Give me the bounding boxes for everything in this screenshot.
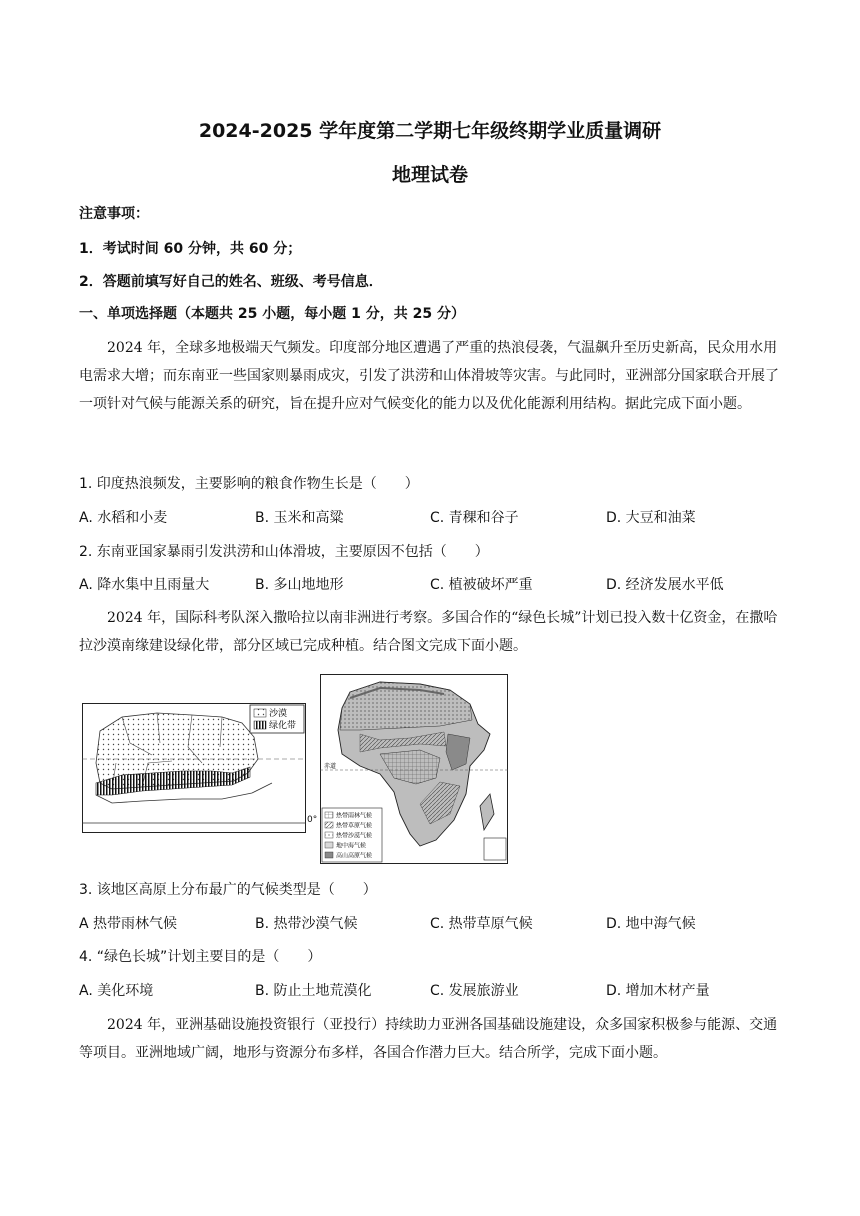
q1-option-d[interactable]: D. 大豆和油菜	[606, 510, 696, 526]
q3-option-d[interactable]: D. 地中海气候	[606, 916, 696, 932]
legend-greenbelt-label: 绿化带	[269, 721, 297, 731]
q4-option-b[interactable]: B. 防止土地荒漠化	[255, 983, 372, 999]
legend-desert-swatch	[254, 709, 266, 717]
legend-desert-climate-swatch	[325, 832, 333, 838]
q3-option-a[interactable]: A 热带雨林气候	[79, 916, 178, 932]
legend-rainforest-swatch	[325, 812, 333, 818]
passage-3: 2024 年，亚洲基础设施投资银行（亚投行）持续助力亚洲各国基础设施建设，众多国家积极参与能源、交通等项目。亚洲地域广阔，地形与资源分布多样，各国合作潜力巨大。结合所学，完成下面小题。	[79, 1017, 778, 1061]
legend-mediterranean-label: 地中海气候	[336, 842, 367, 850]
africa-climate-map	[320, 674, 508, 864]
legend-rainforest-label: 热带雨林气候	[336, 812, 373, 820]
passage-1: 2024 年，全球多地极端天气频发。印度部分地区遭遇了严重的热浪侵袭，气温飙升至历史新高，民众用水用电需求大增；而东南亚一些国家则暴雨成灾，引发了洪涝和山体滑坡等灾害。与此同时，亚洲部分国家联合开展了一项针对气候与能源关系的研究，旨在提升应对气候变化的能力以及优化能源利用结构。据此完成下面小题。	[79, 340, 779, 412]
q2-option-c[interactable]: C. 植被破坏严重	[430, 577, 533, 593]
q2-option-d[interactable]: D. 经济发展水平低	[606, 577, 724, 593]
exam-subtitle: 地理试卷	[391, 164, 468, 186]
q4-option-a[interactable]: A. 美化环境	[79, 983, 154, 999]
legend-highland-label: 高山高原气候	[336, 852, 373, 860]
map2-inset-box	[484, 838, 506, 860]
map2-equator-label: 赤道	[324, 763, 337, 770]
notice-item-2: 2．答题前填写好自己的姓名、班级、考号信息．	[79, 274, 383, 290]
q2-option-a[interactable]: A. 降水集中且雨量大	[79, 577, 210, 593]
q3-option-c[interactable]: C. 热带草原气候	[430, 916, 533, 932]
question-3-stem: 3. 该地区高原上分布最广的气候类型是（ ）	[79, 882, 377, 898]
legend-desert-label: 沙漠	[269, 709, 288, 719]
legend-greenbelt-swatch	[254, 721, 266, 729]
passage-2: 2024 年，国际科考队深入撒哈拉以南非洲进行考察。多国合作的“绿色长城”计划已投入数十亿资金，在撒哈拉沙漠南缘建设绿化带，部分区域已完成种植。结合图文完成下面小题。	[79, 610, 778, 654]
question-1-stem: 1. 印度热浪频发，主要影响的粮食作物生长是（ ）	[79, 476, 419, 492]
section-heading: 一、单项选择题（本题共 25 小题，每小题 1 分，共 25 分）	[79, 306, 465, 322]
q4-option-c[interactable]: C. 发展旅游业	[430, 983, 519, 999]
sahara-green-belt-map	[82, 703, 306, 833]
question-4-stem: 4. “绿色长城”计划主要目的是（ ）	[79, 949, 322, 965]
legend-savanna-swatch	[325, 822, 333, 828]
q1-option-b[interactable]: B. 玉米和高粱	[255, 510, 344, 526]
question-2-stem: 2. 东南亚国家暴雨引发洪涝和山体滑坡，主要原因不包括（ ）	[79, 544, 489, 560]
q2-option-b[interactable]: B. 多山地地形	[255, 577, 344, 593]
map1-equator-label: 0°	[307, 815, 318, 825]
notice-heading: 注意事项：	[79, 206, 149, 222]
legend-desert-climate-label: 热带沙漠气候	[336, 832, 373, 840]
notice-item-1: 1．考试时间 60 分钟，共 60 分；	[79, 241, 302, 257]
q1-option-c[interactable]: C. 青稞和谷子	[430, 510, 519, 526]
q1-option-a[interactable]: A. 水稻和小麦	[79, 510, 168, 526]
legend-highland-swatch	[325, 852, 333, 858]
q3-option-b[interactable]: B. 热带沙漠气候	[255, 916, 358, 932]
exam-title: 2024-2025 学年度第二学期七年级终期学业质量调研	[198, 120, 662, 142]
legend-savanna-label: 热带草原气候	[336, 822, 373, 830]
legend-mediterranean-swatch	[325, 842, 333, 848]
q4-option-d[interactable]: D. 增加木材产量	[606, 983, 710, 999]
